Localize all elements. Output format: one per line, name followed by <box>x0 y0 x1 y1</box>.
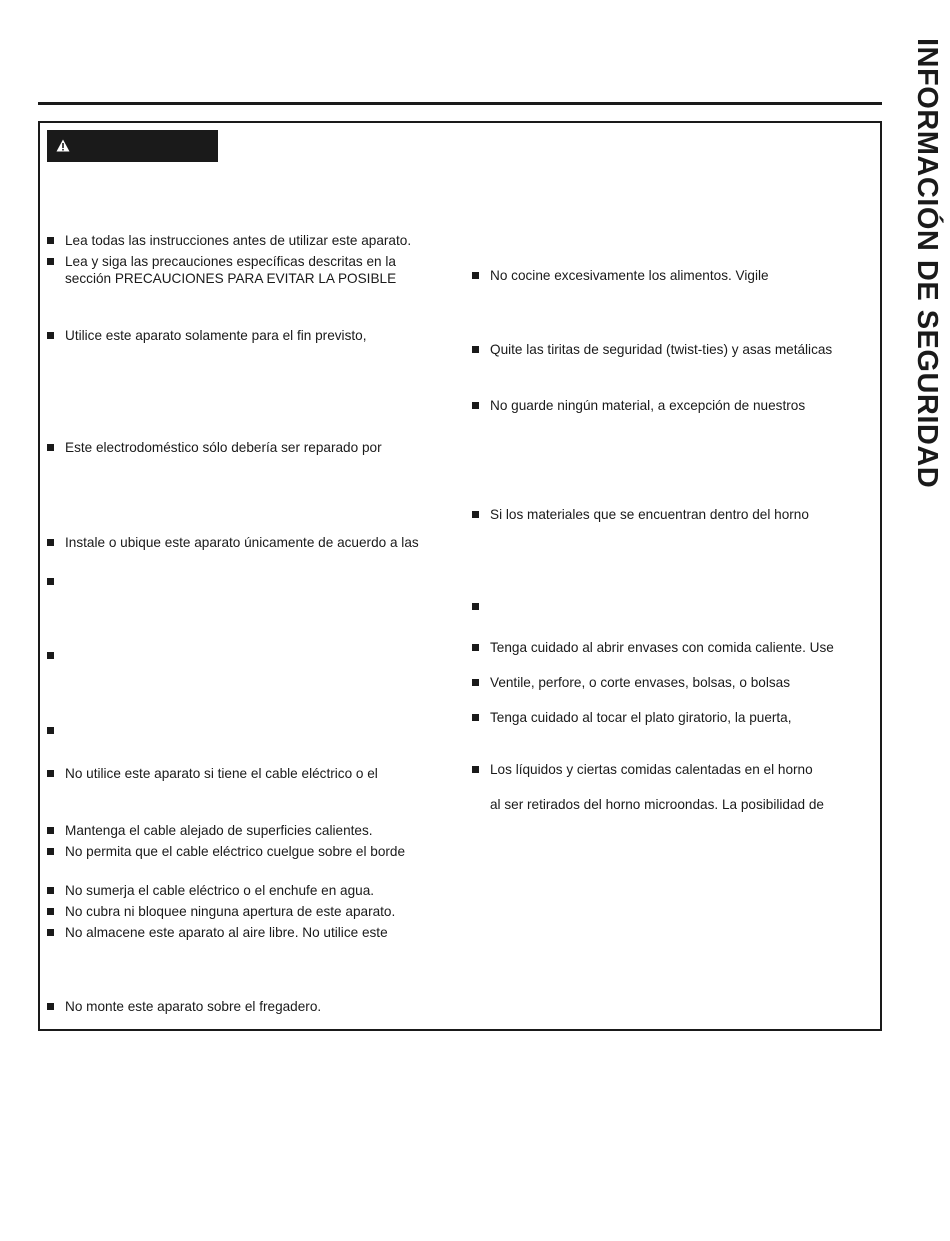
list-item: Tenga cuidado al tocar el plato giratorio, la puerta, <box>472 709 792 726</box>
bullet-icon <box>47 929 54 936</box>
list-item: Lea todas las instrucciones antes de utilizar este aparato. <box>47 232 411 249</box>
list-item-continuation: al ser retirados del horno microondas. La posibilidad de <box>490 797 824 812</box>
bullet-icon <box>47 652 54 659</box>
list-item: Este electrodoméstico sólo debería ser reparado por <box>47 439 382 456</box>
warning-box <box>38 121 882 1031</box>
list-item <box>472 598 490 615</box>
list-item: Quite las tiritas de seguridad (twist-ties) y asas metálicas <box>472 341 832 358</box>
list-item: Lea y siga las precauciones específicas descritas en la sección PRECAUCIONES PARA EVITAR LA POSIBLE <box>47 253 396 287</box>
list-item: No utilice este aparato si tiene el cable eléctrico o el <box>47 765 378 782</box>
bullet-icon <box>47 770 54 777</box>
list-item: No cocine excesivamente los alimentos. Vigile <box>472 267 769 284</box>
bullet-icon <box>47 332 54 339</box>
bullet-icon <box>472 511 479 518</box>
bullet-icon <box>47 908 54 915</box>
list-item: No guarde ningún material, a excepción de nuestros <box>472 397 805 414</box>
bullet-icon <box>47 1003 54 1010</box>
list-item: No almacene este aparato al aire libre. No utilice este <box>47 924 388 941</box>
list-item: No cubra ni bloquee ninguna apertura de este aparato. <box>47 903 395 920</box>
bullet-icon <box>47 578 54 585</box>
warning-triangle-icon <box>56 139 70 152</box>
bullet-icon <box>47 727 54 734</box>
list-item: Instale o ubique este aparato únicamente de acuerdo a las <box>47 534 419 551</box>
bullet-icon <box>47 827 54 834</box>
list-item: Utilice este aparato solamente para el fin previsto, <box>47 327 367 344</box>
bullet-icon <box>47 237 54 244</box>
bullet-icon <box>472 402 479 409</box>
bullet-icon <box>472 644 479 651</box>
warning-header-bar <box>47 130 218 162</box>
bullet-icon <box>472 346 479 353</box>
bullet-icon <box>47 848 54 855</box>
bullet-icon <box>47 539 54 546</box>
bullet-icon <box>472 714 479 721</box>
bullet-icon <box>47 887 54 894</box>
list-item <box>47 647 65 664</box>
list-item: No monte este aparato sobre el fregadero. <box>47 998 321 1015</box>
bullet-icon <box>472 679 479 686</box>
list-item: No permita que el cable eléctrico cuelgue sobre el borde <box>47 843 405 860</box>
list-item: Mantenga el cable alejado de superficies calientes. <box>47 822 373 839</box>
bullet-icon <box>472 766 479 773</box>
bullet-icon <box>47 258 54 265</box>
list-item: Los líquidos y ciertas comidas calentadas en el horno <box>472 761 813 778</box>
list-item: No sumerja el cable eléctrico o el enchufe en agua. <box>47 882 374 899</box>
list-item: Tenga cuidado al abrir envases con comida caliente. Use <box>472 639 834 656</box>
bullet-icon <box>472 603 479 610</box>
list-item: Si los materiales que se encuentran dentro del horno <box>472 506 809 523</box>
header-rule <box>38 102 882 105</box>
bullet-icon <box>47 444 54 451</box>
bullet-icon <box>472 272 479 279</box>
side-section-title: INFORMACIÓN DE SEGURIDAD <box>911 38 943 489</box>
list-item: Ventile, perfore, o corte envases, bolsas, o bolsas <box>472 674 790 691</box>
list-item <box>47 573 65 590</box>
list-item <box>47 722 65 739</box>
